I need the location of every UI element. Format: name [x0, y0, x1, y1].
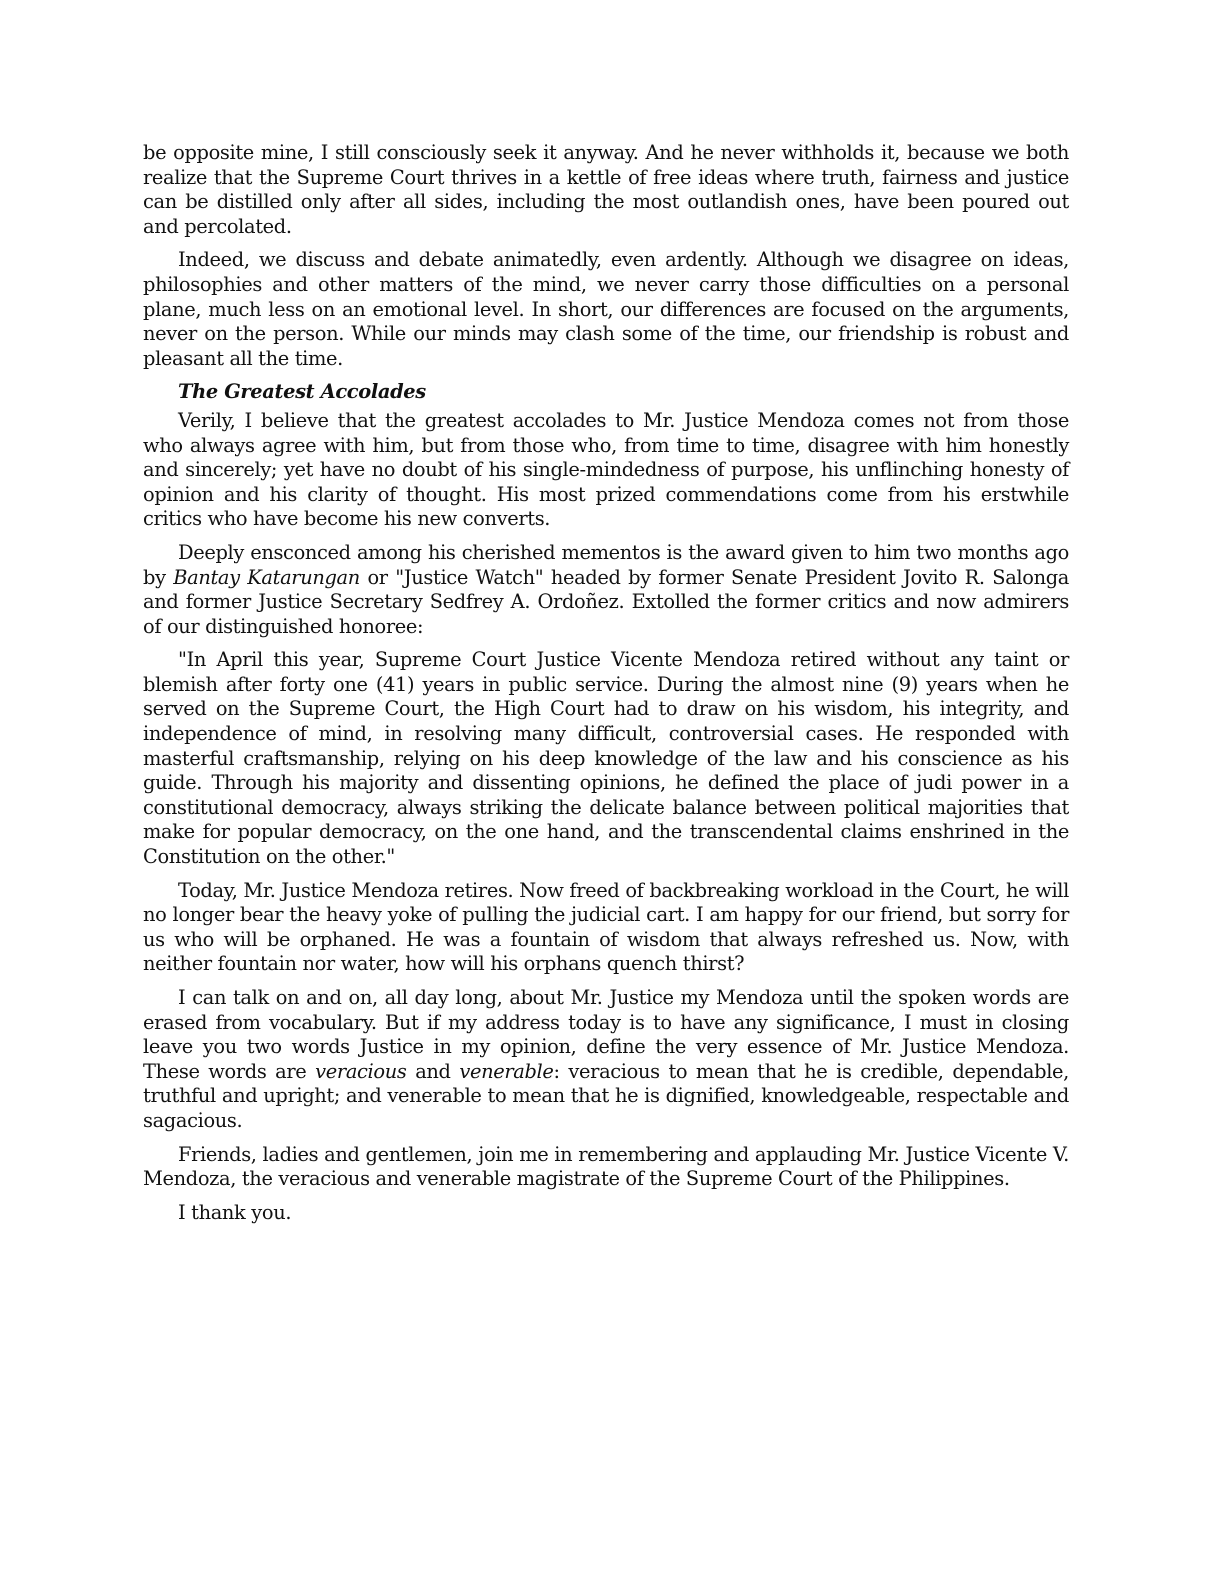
- paragraph: [143, 248, 1069, 371]
- paragraph: [143, 986, 1069, 1134]
- paragraph-text: I can talk on and on, all day long, about Mr. Justice my Mendoza until the spoken words are erased from vocabulary. But if my address today is to have any significance, I must in closing leave you two words Justice in my opinion, define the very essence of Mr. Justice Mendoza. These words are: [143, 986, 1069, 1083]
- paragraph: [143, 541, 1069, 639]
- paragraph: [143, 1201, 1069, 1226]
- paragraph-text: be opposite mine, I still consciously seek it anyway. And he never withholds it, because we both realize that the Supreme Court thrives in a kettle of free ideas where truth, fairness and justice can be distilled only after all sides, including the most outlandish ones, have been poured out and percolated.: [143, 141, 1069, 238]
- paragraph-text: Indeed, we discuss and debate animatedly, even ardently. Although we disagree on ideas, philosophies and other matters of the mind, we never carry those difficulties on a personal plane, much less on an emotional level. In short, our differences are focused on the arguments, never on the person. While our minds may clash some of the time, our friendship is robust and pleasant all the time.: [143, 248, 1069, 370]
- document-page: [143, 141, 1069, 1234]
- paragraph-text: "In April this year, Supreme Court Justice Vicente Mendoza retired without any taint or blemish after forty one (41) years in public service. During the almost nine (9) years when he served on the Supreme Court, the High Court had to draw on his wisdom, his integrity, and independence of mind, in resolving many difficult, controversial cases. He responded with masterful craftsmanship, relying on his deep knowledge of the law and his conscience as his guide. Through his majority and dissenting opinions, he defined the place of judi power in a constitutional democracy, always striking the delicate balance between political majorities that make for popular democracy, on the one hand, and the transcendental claims enshrined in the Constitution on the other.": [143, 648, 1069, 869]
- paragraph-text: : veracious to mean that he is credible, dependable, truthful and upright; and venerable to mean that he is dignified, knowledgeable, respectable and sagacious.: [143, 1059, 1069, 1132]
- italic-text: veracious: [315, 1059, 407, 1083]
- paragraph-text: Today, Mr. Justice Mendoza retires. Now freed of backbreaking workload in the Court, he will no longer bear the heavy yoke of pulling the judicial cart. I am happy for our friend, but sorry for us who will be orphaned. He was a fountain of wisdom that always refreshed us. Now, with neither fountain nor water, how will his orphans quench thirst?: [143, 878, 1069, 976]
- italic-text: venerable: [459, 1059, 554, 1083]
- section-heading: The Greatest Accolades: [178, 380, 426, 404]
- paragraph: [143, 648, 1069, 869]
- paragraph-text: I thank you.: [178, 1200, 292, 1224]
- paragraph: [143, 409, 1069, 532]
- paragraph: [143, 1143, 1069, 1192]
- paragraph-text: Friends, ladies and gentlemen, join me in remembering and applauding Mr. Justice Vicente V. Mendoza, the veracious and venerable magistrate of the Supreme Court of the Philippines.: [143, 1142, 1069, 1191]
- paragraph: [143, 141, 1069, 239]
- italic-text: Bantay Katarungan: [173, 565, 360, 589]
- paragraph-text: or "Justice Watch" headed by former Senate President Jovito R. Salonga and former Justice Secretary Sedfrey A. Ordoñez. Extolled the former critics and now admirers of our distinguished honoree:: [143, 565, 1069, 638]
- paragraph-text: Deeply ensconced among his cherished mementos is the award given to him two months ago by: [143, 540, 1069, 589]
- document-body-section: [143, 409, 1069, 1225]
- document-body-intro: [143, 141, 1069, 371]
- paragraph: [143, 879, 1069, 977]
- paragraph-text: and: [406, 1059, 460, 1083]
- paragraph-text: Verily, I believe that the greatest accolades to Mr. Justice Mendoza comes not from those who always agree with him, but from those who, from time to time, disagree with him honestly and sincerely; yet have no doubt of his single-mindedness of purpose, his unflinching honesty of opinion and his clarity of thought. His most prized commendations come from his erstwhile critics who have become his new converts.: [143, 408, 1069, 531]
